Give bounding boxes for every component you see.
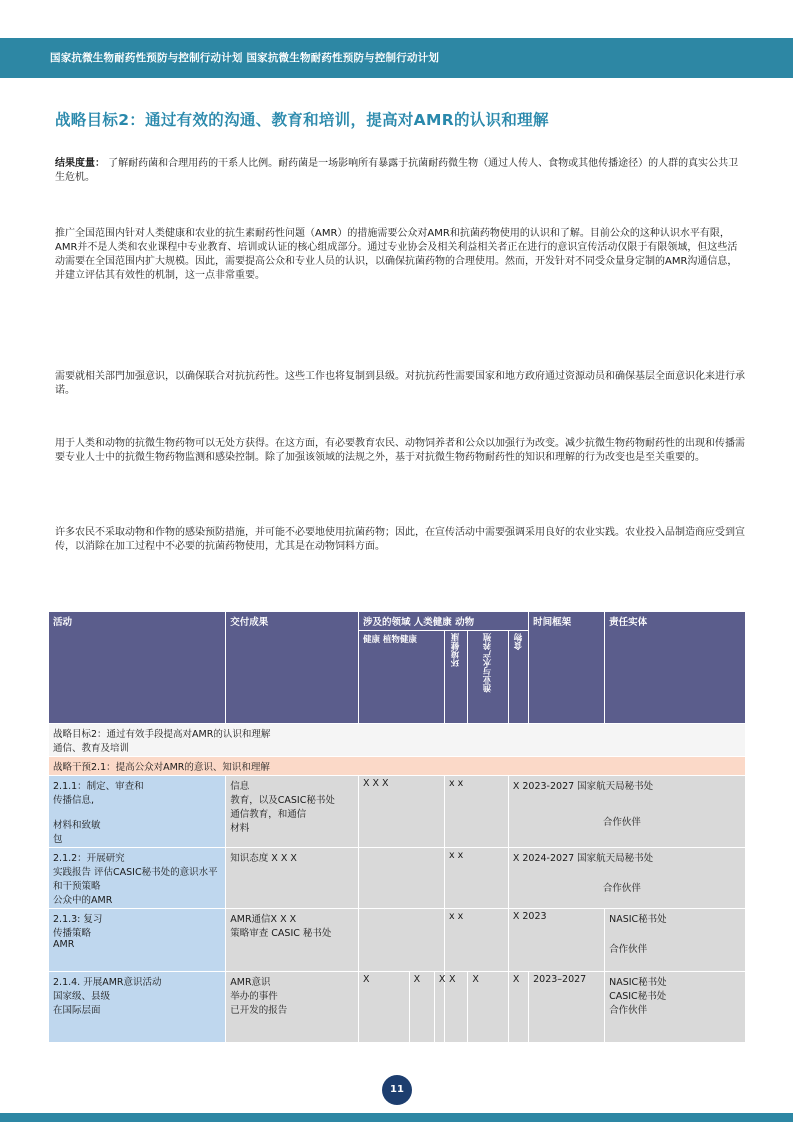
env-marks: x x: [445, 909, 509, 972]
deliverable-cell: AMR通信X X X 策略审查 CASIC 秘书处: [226, 909, 359, 972]
table-row: [49, 776, 746, 848]
header-env-health: 环境健康: [445, 631, 468, 724]
mark-animal: X: [409, 972, 434, 1043]
domain-marks: [358, 848, 444, 909]
domain-marks: [358, 909, 444, 972]
header-timeframe: 时间框架: [529, 612, 605, 724]
paragraph-1: 推广全国范围内针对人类健康和农业的抗生素耐药性问题（AMR）的措施需要公众对AMR和抗菌药物使用的认识和了解。目前公众的这种认识水平有限，AMR并不是人类和农业课程中专业教育、培训或认证的核心组成部分。通过专业协会及相关利益相关者正在进行的意识宣传活动仅限于有限领域，但这些活动需要在全国范围内扩大规模。因此，需要提高公众和专业人员的认识，以确保抗菌药物的合理使用。然而，开发针对不同受众量身定制的AMR沟通信息，并建立评估其有效性的机制，这一点非常重要。: [55, 228, 738, 281]
intervention-row: [49, 757, 746, 776]
intervention-cell: 战略干预2.1：提高公众对AMR的意识、知识和理解: [49, 757, 746, 776]
table-row: [49, 909, 746, 972]
responsible-cell: 合作伙伴: [602, 817, 641, 828]
outcome-paragraph: [55, 157, 745, 185]
page-title: 战略目标2：通过有效的沟通、教育和培训，提高对AMR的认识和理解: [55, 111, 549, 129]
timeframe-cell: X 2023: [508, 909, 604, 972]
goal-row: [49, 724, 746, 757]
header-health-plant: 健康 植物健康: [358, 631, 444, 724]
deliverable-cell: AMR意识 举办的事件 已开发的报告: [226, 972, 359, 1043]
timeframe-cell: X 2023-2027 国家航天局秘书处 合作伙伴: [508, 776, 745, 848]
activity-cell: 2.1.4. 开展AMR意识活动 国家级、县级 在国际层面: [49, 972, 226, 1043]
header-band: 国家抗微生物耐药性预防与控制行动计划 国家抗微生物耐药性预防与控制行动计划: [0, 38, 793, 78]
responsible-cell: 合作伙伴: [602, 883, 641, 894]
header-food: 食物: [508, 631, 528, 724]
page-number: 11: [382, 1075, 412, 1105]
table-row: [49, 972, 746, 1043]
env-marks: x x: [445, 848, 509, 909]
timeframe-cell: X 2024-2027 国家航天局秘书处 合作伙伴: [508, 848, 745, 909]
deliverable-cell: 知识态度 X X X: [226, 848, 359, 909]
outcome-text: 了解耐药菌和合理用药的干系人比例。耐药菌是一场影响所有暴露于抗菌耐药微生物（通过人传人、食物或其他传播途径）的人群的真实公共卫生危机。: [55, 158, 739, 183]
table-header-row: [49, 612, 746, 631]
activity-table: [48, 611, 746, 1043]
env-marks: x x: [445, 776, 509, 848]
mark-food: X: [508, 972, 528, 1043]
header-activity: 活动: [49, 612, 226, 724]
paragraph-2: 需要就相关部門加强意识，以确保联合对抗抗药性。这些工作也将复制到县级。对抗抗药性需要国家和地方政府通过资源动员和确保基层全面意识化来进行承诺。: [55, 371, 745, 396]
responsible-cell: NASIC秘书处 CASIC秘书处 合作伙伴: [605, 972, 746, 1043]
activity-cell: 2.1.3: 复习 传播策略 AMR: [49, 909, 226, 972]
goal-cell: [49, 724, 746, 757]
mark-plant: X: [434, 972, 444, 1043]
activity-cell: 2.1.1：制定、审查和 传播信息, 材料和致敏 包: [49, 776, 226, 848]
outcome-label: 结果度量：: [55, 158, 105, 169]
mark-human: X: [358, 972, 409, 1043]
goal-line-2: 通信、教育及培训: [53, 743, 130, 754]
paragraph-4: 许多农民不采取动物和作物的感染预防措施，并可能不必要地使用抗菌药物；因此，在宣传活动中需要强调采用良好的农业实践。农业投入品制造商应受到宣传，以消除在加工过程中不必要的抗菌药物使用，尤其是在动物饲料方面。: [55, 527, 745, 552]
activity-cell: 2.1.2：开展研究 实践报告 评估CASIC秘书处的意识水平 和干预策略 公众中的AMR: [49, 848, 226, 909]
mark-fish: X: [468, 972, 509, 1043]
header-fisheries: 渔业与水产养殖: [468, 631, 509, 724]
paragraph-3: 用于人类和动物的抗微生物药物可以无处方获得。在这方面，有必要教育农民、动物饲养者和公众以加强行为改变。减少抗微生物药物耐药性的出现和传播需要专业人士中的抗微生物药物监测和感染控制。除了加强该领域的法规之外，基于对抗微生物药物耐药性的知识和理解的行为改变也是至关重要的。: [55, 438, 745, 463]
header-domains: 涉及的领域 人类健康 动物: [358, 612, 528, 631]
domain-marks: X X X: [358, 776, 444, 848]
header-responsible: 责任实体: [605, 612, 746, 724]
timeframe-cell: 2023–2027: [529, 972, 605, 1043]
header-deliverables: 交付成果: [226, 612, 359, 724]
table-row: [49, 848, 746, 909]
deliverable-cell: 信息 教育，以及CASIC秘书处 通信教育，和通信 材料: [226, 776, 359, 848]
goal-line-1: 战略目标2：通过有效手段提高对AMR的认识和理解: [53, 729, 271, 740]
footer-band: [0, 1113, 793, 1122]
responsible-cell: NASIC秘书处 合作伙伴: [605, 909, 746, 972]
mark-env: X: [445, 972, 468, 1043]
